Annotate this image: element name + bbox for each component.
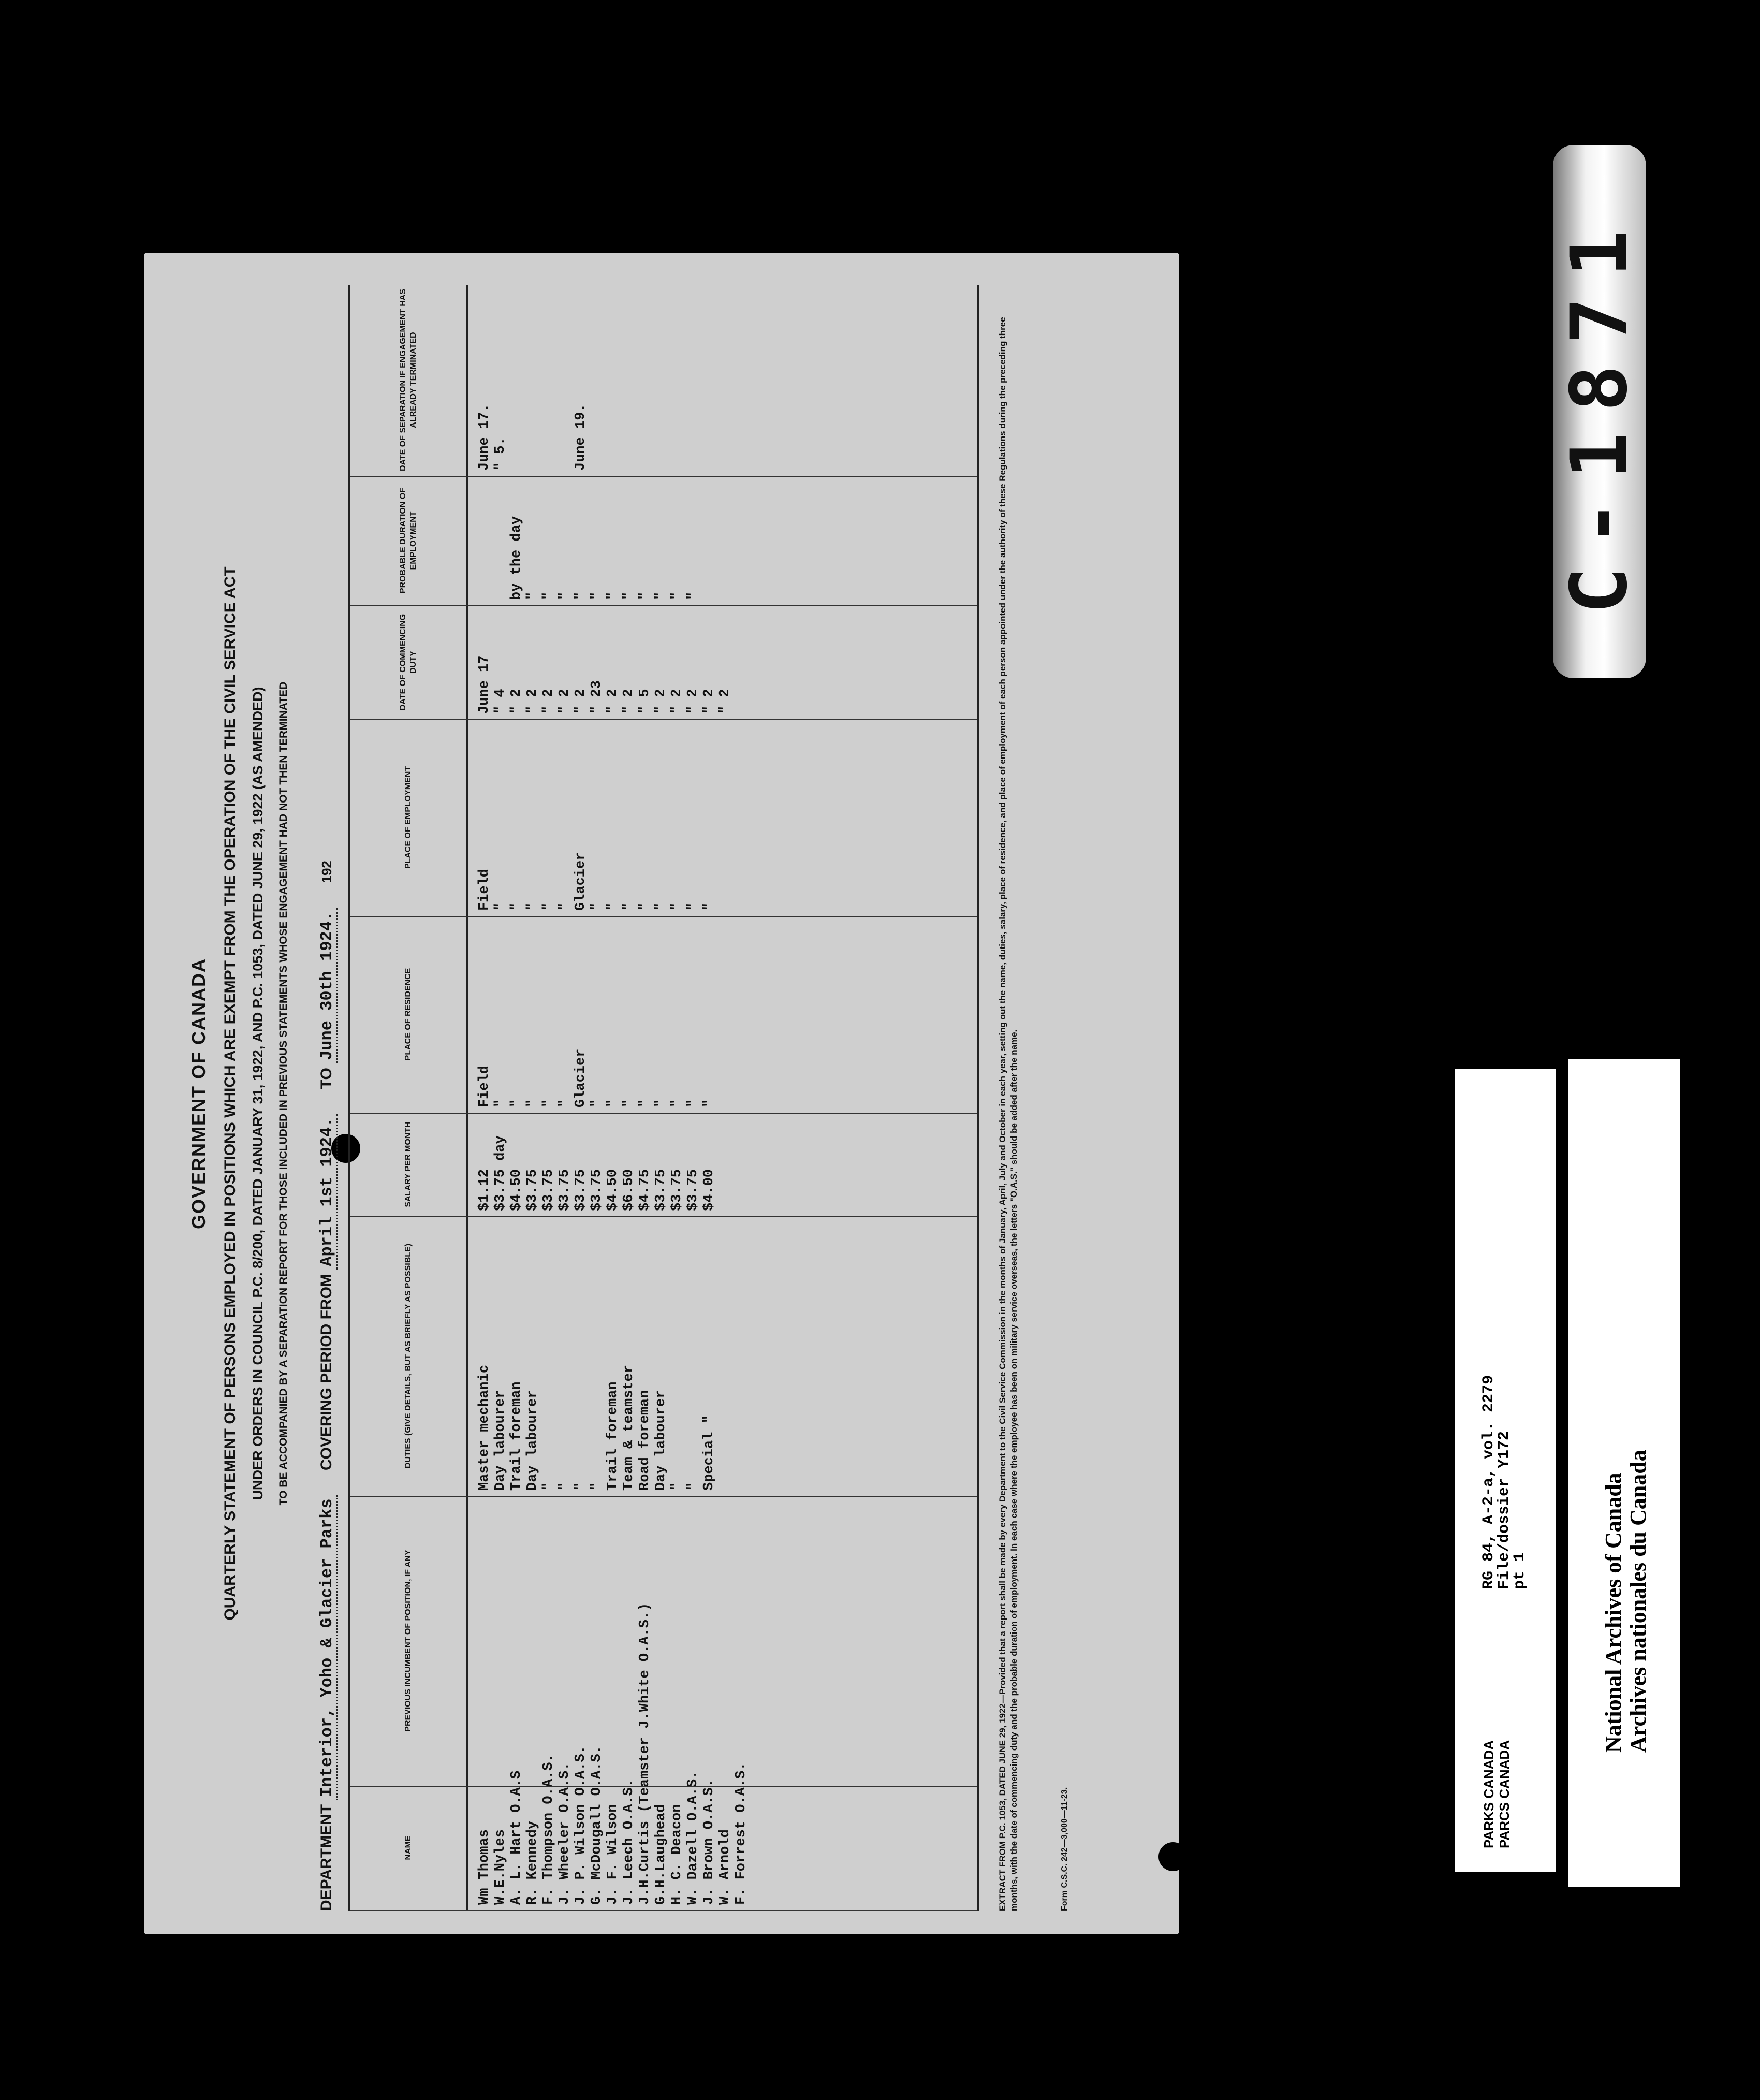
duration-cell: " [653,591,669,600]
duration-cell: " [589,591,605,600]
commencing-cell: " 2 [653,689,669,714]
residence-cell: " [653,1099,669,1107]
residence-cell: " [493,1099,508,1107]
col-header: PREVIOUS INCUMBENT OF POSITION, IF ANY [403,1550,413,1732]
duration-cell: " [605,591,621,600]
employment-cell: " [541,902,556,911]
parks-line: PARKS CANADA [1480,1740,1497,1848]
name-cell: W. Dazell O.A.S. [685,1770,701,1905]
parks-canada-text [1481,1740,1512,1848]
duration-cell: " [621,591,637,600]
col-separation [350,284,979,477]
duty-cell: Team & teamster [621,1364,637,1491]
department-value: Interior, Yoho & Glacier Parks [317,1495,338,1800]
name-cell: R. Kennedy [525,1820,540,1905]
name-cell: F. Forrest O.A.S. [734,1762,749,1905]
col-header: PLACE OF RESIDENCE [403,968,413,1061]
salary-cell: $6.50 [621,1169,637,1211]
residence-cell: " [525,1099,540,1107]
salary-cell: $3.75 [573,1169,589,1211]
salary-cell: $3.75 day [493,1135,508,1211]
duration-cell: " [669,591,685,600]
residence-cell: " [637,1099,653,1107]
name-cell: H. C. Deacon [669,1804,685,1905]
salary-cell: $4.00 [701,1169,717,1211]
name-cell: W. Arnold [717,1829,733,1905]
col-commencing [350,605,979,720]
name-cell: J. Leech O.A.S. [621,1778,637,1905]
commencing-cell: " 2 [685,689,701,714]
commencing-cell: " 2 [717,689,733,714]
residence-cell: " [605,1099,621,1107]
commencing-cell: " 4 [493,689,508,714]
residence-cell: Glacier [573,1048,589,1107]
footer-extract: EXTRACT FROM P.C. 1053, DATED JUNE 29, 1922—Provided that a report shall be made by every Department to the Civil Service Commission in the months of January, April, July and October in each year, setting out the name, duties, salary, place of residence, and place of employment of each person appointed under the authority of these Regulations during the preceding three months, with the date of commencing duty and the probable duration of employment. In each case where the employee has been on military service overseas, the letters "O.A.S." should be added after the name. [998,317,1019,1911]
duty-cell: Day labourer [653,1390,669,1491]
form-title: GOVERNMENT OF CANADA [188,958,209,1229]
duration-cell: by the day [509,516,524,600]
archives-text [1601,1450,1651,1753]
employment-cell: " [621,902,637,911]
residence-cell: Field [477,1065,492,1107]
commencing-cell: " 23 [589,680,605,714]
salary-cell: $3.75 [653,1169,669,1211]
reference-line: File/dossier Y172 [1495,1431,1513,1589]
name-cell: J.H.Curtis (Teamster J.White O.A.S.) [637,1602,653,1905]
duration-cell: " [525,591,540,600]
duty-cell: Master mechanic [477,1364,492,1491]
department-line [317,280,336,1911]
department-label: DEPARTMENT [318,1804,335,1911]
archives-label [1568,1059,1680,1887]
duty-cell: " [669,1482,685,1491]
employment-cell: " [509,902,524,911]
table-bottom-rule [977,285,979,1911]
name-cell: J. P. Wilson O.A.S. [573,1745,589,1905]
name-cell: G. McDougall O.A.S. [589,1745,605,1905]
parks-line: PARCS CANADA [1496,1740,1512,1848]
duty-cell: " [573,1482,589,1491]
duty-cell: Special " [701,1415,717,1491]
employment-cell: " [493,902,508,911]
col-header: PROBABLE DURATION OF EMPLOYMENT [398,487,418,594]
residence-cell: " [701,1099,717,1107]
commencing-cell: " 2 [509,689,524,714]
residence-cell: " [589,1099,605,1107]
salary-cell: $3.75 [557,1169,573,1211]
record-group-text [1481,1375,1528,1589]
name-cell: J. Wheeler O.A.S. [557,1762,573,1905]
salary-cell: $4.50 [509,1169,524,1211]
separation-cell: June 19. [573,403,589,471]
covering-label: COVERING PERIOD FROM [318,1274,335,1471]
commencing-cell: " 2 [605,689,621,714]
form-content [144,253,1179,1934]
salary-cell: $3.75 [541,1169,556,1211]
duty-cell: Day labourer [525,1390,540,1491]
name-cell: F. Thompson O.A.S. [541,1754,556,1905]
employment-cell: " [669,902,685,911]
col-header: DATE OF COMMENCING DUTY [398,614,418,711]
residence-cell: " [541,1099,556,1107]
year-suffix: 192 [319,861,334,883]
reference-line: RG 84, A-2-a, vol. 2279 [1479,1375,1498,1589]
col-duration [350,476,979,606]
reference-label [1455,1069,1556,1872]
duty-cell: Trail foreman [509,1381,524,1491]
form-note: TO BE ACCOMPANIED BY A SEPARATION REPORT FOR THOSE INCLUDED IN PREVIOUS STATEMENTS WHOSE ENGAGEMENT HAD NOT THEN TERMINATED [277,681,289,1506]
commencing-cell: " 2 [621,689,637,714]
commencing-cell: " 2 [525,689,540,714]
duration-cell: " [573,591,589,600]
name-cell: G.H.Laughead [653,1804,669,1905]
residence-cell: " [685,1099,701,1107]
duration-cell: " [557,591,573,600]
commencing-cell: " 2 [701,689,717,714]
duration-cell: " [541,591,556,600]
col-header: SALARY PER MONTH [403,1121,413,1207]
commencing-cell: " 5 [637,689,653,714]
separation-cell: " 5. [493,437,508,471]
salary-cell: $4.75 [637,1169,653,1211]
to-label: TO [318,1068,335,1089]
employment-cell: Glacier [573,852,589,911]
duty-cell: " [685,1482,701,1491]
form-orders: UNDER ORDERS IN COUNCIL P.C. 8/200, DATED JANUARY 31, 1922, AND P.C. 1053, DATED JUNE 29, 1922 (AS AMENDED) [250,687,266,1500]
col-previous-incumbent [350,1496,979,1787]
employment-cell: " [557,902,573,911]
residence-cell: " [509,1099,524,1107]
employment-cell: Field [477,868,492,911]
commencing-cell: " 2 [541,689,556,714]
residence-cell: " [557,1099,573,1107]
commencing-cell: " 2 [573,689,589,714]
salary-cell: $3.75 [525,1169,540,1211]
period-from: April 1st 1924. [317,1114,338,1270]
duty-cell: " [589,1482,605,1491]
employment-cell: " [653,902,669,911]
residence-cell: " [621,1099,637,1107]
reel-number: C-1871 [1554,209,1645,614]
col-header: PLACE OF EMPLOYMENT [403,766,413,869]
col-header: NAME [403,1835,413,1860]
name-cell: A. L. Hart O.A.S [509,1770,524,1905]
col-header: DUTIES (GIVE DETAILS, BUT AS BRIEFLY AS POSSIBLE) [403,1243,413,1469]
period-to: June 30th 1924. [317,908,338,1063]
duty-cell: " [557,1482,573,1491]
commencing-cell: " 2 [557,689,573,714]
employment-cell: " [637,902,653,911]
employment-cell: " [525,902,540,911]
name-cell: Wm Thomas [477,1829,492,1905]
employment-cell: " [685,902,701,911]
duty-cell: Road foreman [637,1390,653,1491]
reference-line: pt 1 [1510,1552,1529,1589]
employment-cell: " [701,902,717,911]
form-subtitle: QUARTERLY STATEMENT OF PERSONS EMPLOYED IN POSITIONS WHICH ARE EXEMPT FROM THE OPERATION OF THE CIVIL SERVICE ACT [222,566,239,1621]
col-duties [350,1216,979,1497]
employment-cell: " [605,902,621,911]
reel-number-tag [1553,145,1646,678]
salary-cell: $3.75 [685,1169,701,1211]
duration-cell: " [637,591,653,600]
name-cell: J. Brown O.A.S. [701,1778,717,1905]
employment-cell: " [589,902,605,911]
separation-cell: June 17. [477,403,492,471]
duty-cell: Day labourer [493,1390,508,1491]
salary-cell: $3.75 [669,1169,685,1211]
archives-line: Archives nationales du Canada [1625,1450,1651,1753]
salary-cell: $3.75 [589,1169,605,1211]
col-residence [350,916,979,1114]
employee-table [348,285,979,1911]
archives-line: National Archives of Canada [1600,1472,1626,1753]
name-cell: J. F. Wilson [605,1804,621,1905]
duration-cell: " [685,591,701,600]
commencing-cell: June 17 [477,655,492,714]
form-sheet [144,253,1179,1934]
col-header: DATE OF SEPARATION IF ENGAGEMENT HAS ALREADY TERMINATED [398,289,418,472]
residence-cell: " [669,1099,685,1107]
col-employment [350,719,979,917]
commencing-cell: " 2 [669,689,685,714]
name-cell: W.E.Nyles [493,1829,508,1905]
duty-cell: " [541,1482,556,1491]
salary-cell: $1.12 [477,1169,492,1211]
col-salary [350,1113,979,1217]
salary-cell: $4.50 [605,1169,621,1211]
duty-cell: Trail foreman [605,1381,621,1491]
form-number: Form C.S.C. 242—3,000—11-23. [1060,1787,1069,1911]
